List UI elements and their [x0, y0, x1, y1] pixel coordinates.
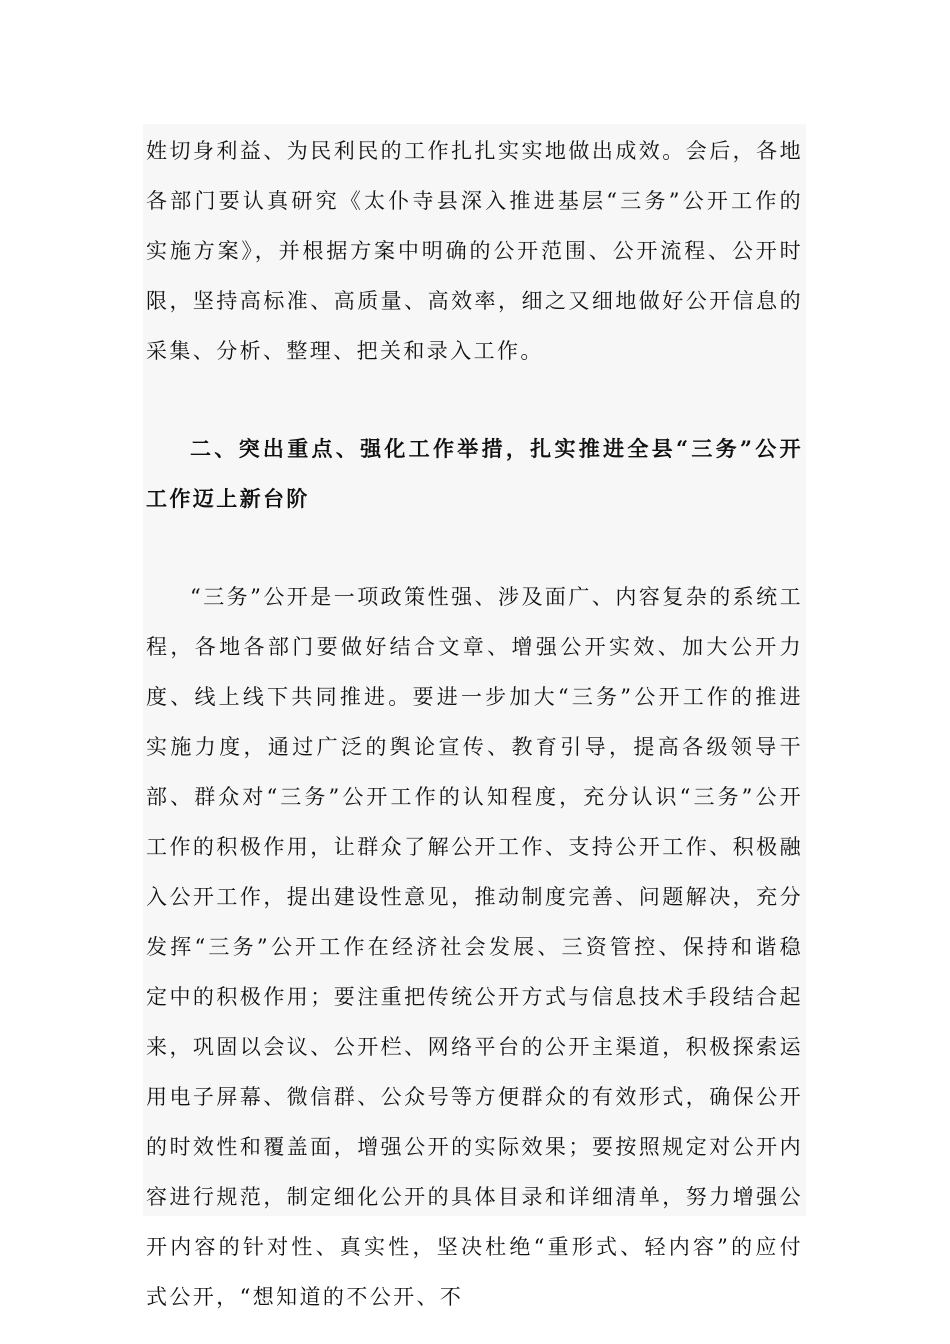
section-heading: 二、突出重点、强化工作举措，扎实推进全县“三务”公开工作迈上新台阶 [146, 436, 803, 511]
paragraph-body: “三务”公开是一项政策性强、涉及面广、内容复杂的系统工程，各地各部门要做好结合文章、增强公开实效、加大公开力度、线上线下共同推进。要进一步加大“三务”公开工作的推进实施力度，通过广泛的舆论宣传、教育引导，提高各级领导干部、群众对“三务”公开工作的认知程度，充分认识“三务”公开工作的积极作用，让群众了解公开工作、支持公开工作、积极融入公开工作，提出建设性意见，推动制度完善、问题解决，充分发挥“三务”公开工作在经济社会发展、三资管控、保持和谐稳定中的积极作用；要注重把传统公开方式与信息技术手段结合起来，巩固以会议、公开栏、网络平台的公开主渠道，积极探索运用电子屏幕、微信群、公众号等方便群众的有效形式，确保公开的时效性和覆盖面，增强公开的实际效果；要按照规定对公开内容进行规范，制定细化公开的具体目录和详细清单，努力增强公开内容的针对性、真实性，坚决杜绝“重形式、轻内容”的应付式公开，“想知道的不公开、不 [146, 585, 803, 1309]
paragraph-continuation: 姓切身利益、为民利民的工作扎扎实实地做出成效。会后，各地各部门要认真研究《太仆寺县深入推进基层“三务”公开工作的实施方案》，并根据方案中明确的公开范围、公开流程、公开时限，坚持高标准、高质量、高效率，细之又细地做好公开信息的采集、分析、整理、把关和录入工作。 [146, 139, 803, 363]
document-page [143, 124, 806, 1309]
